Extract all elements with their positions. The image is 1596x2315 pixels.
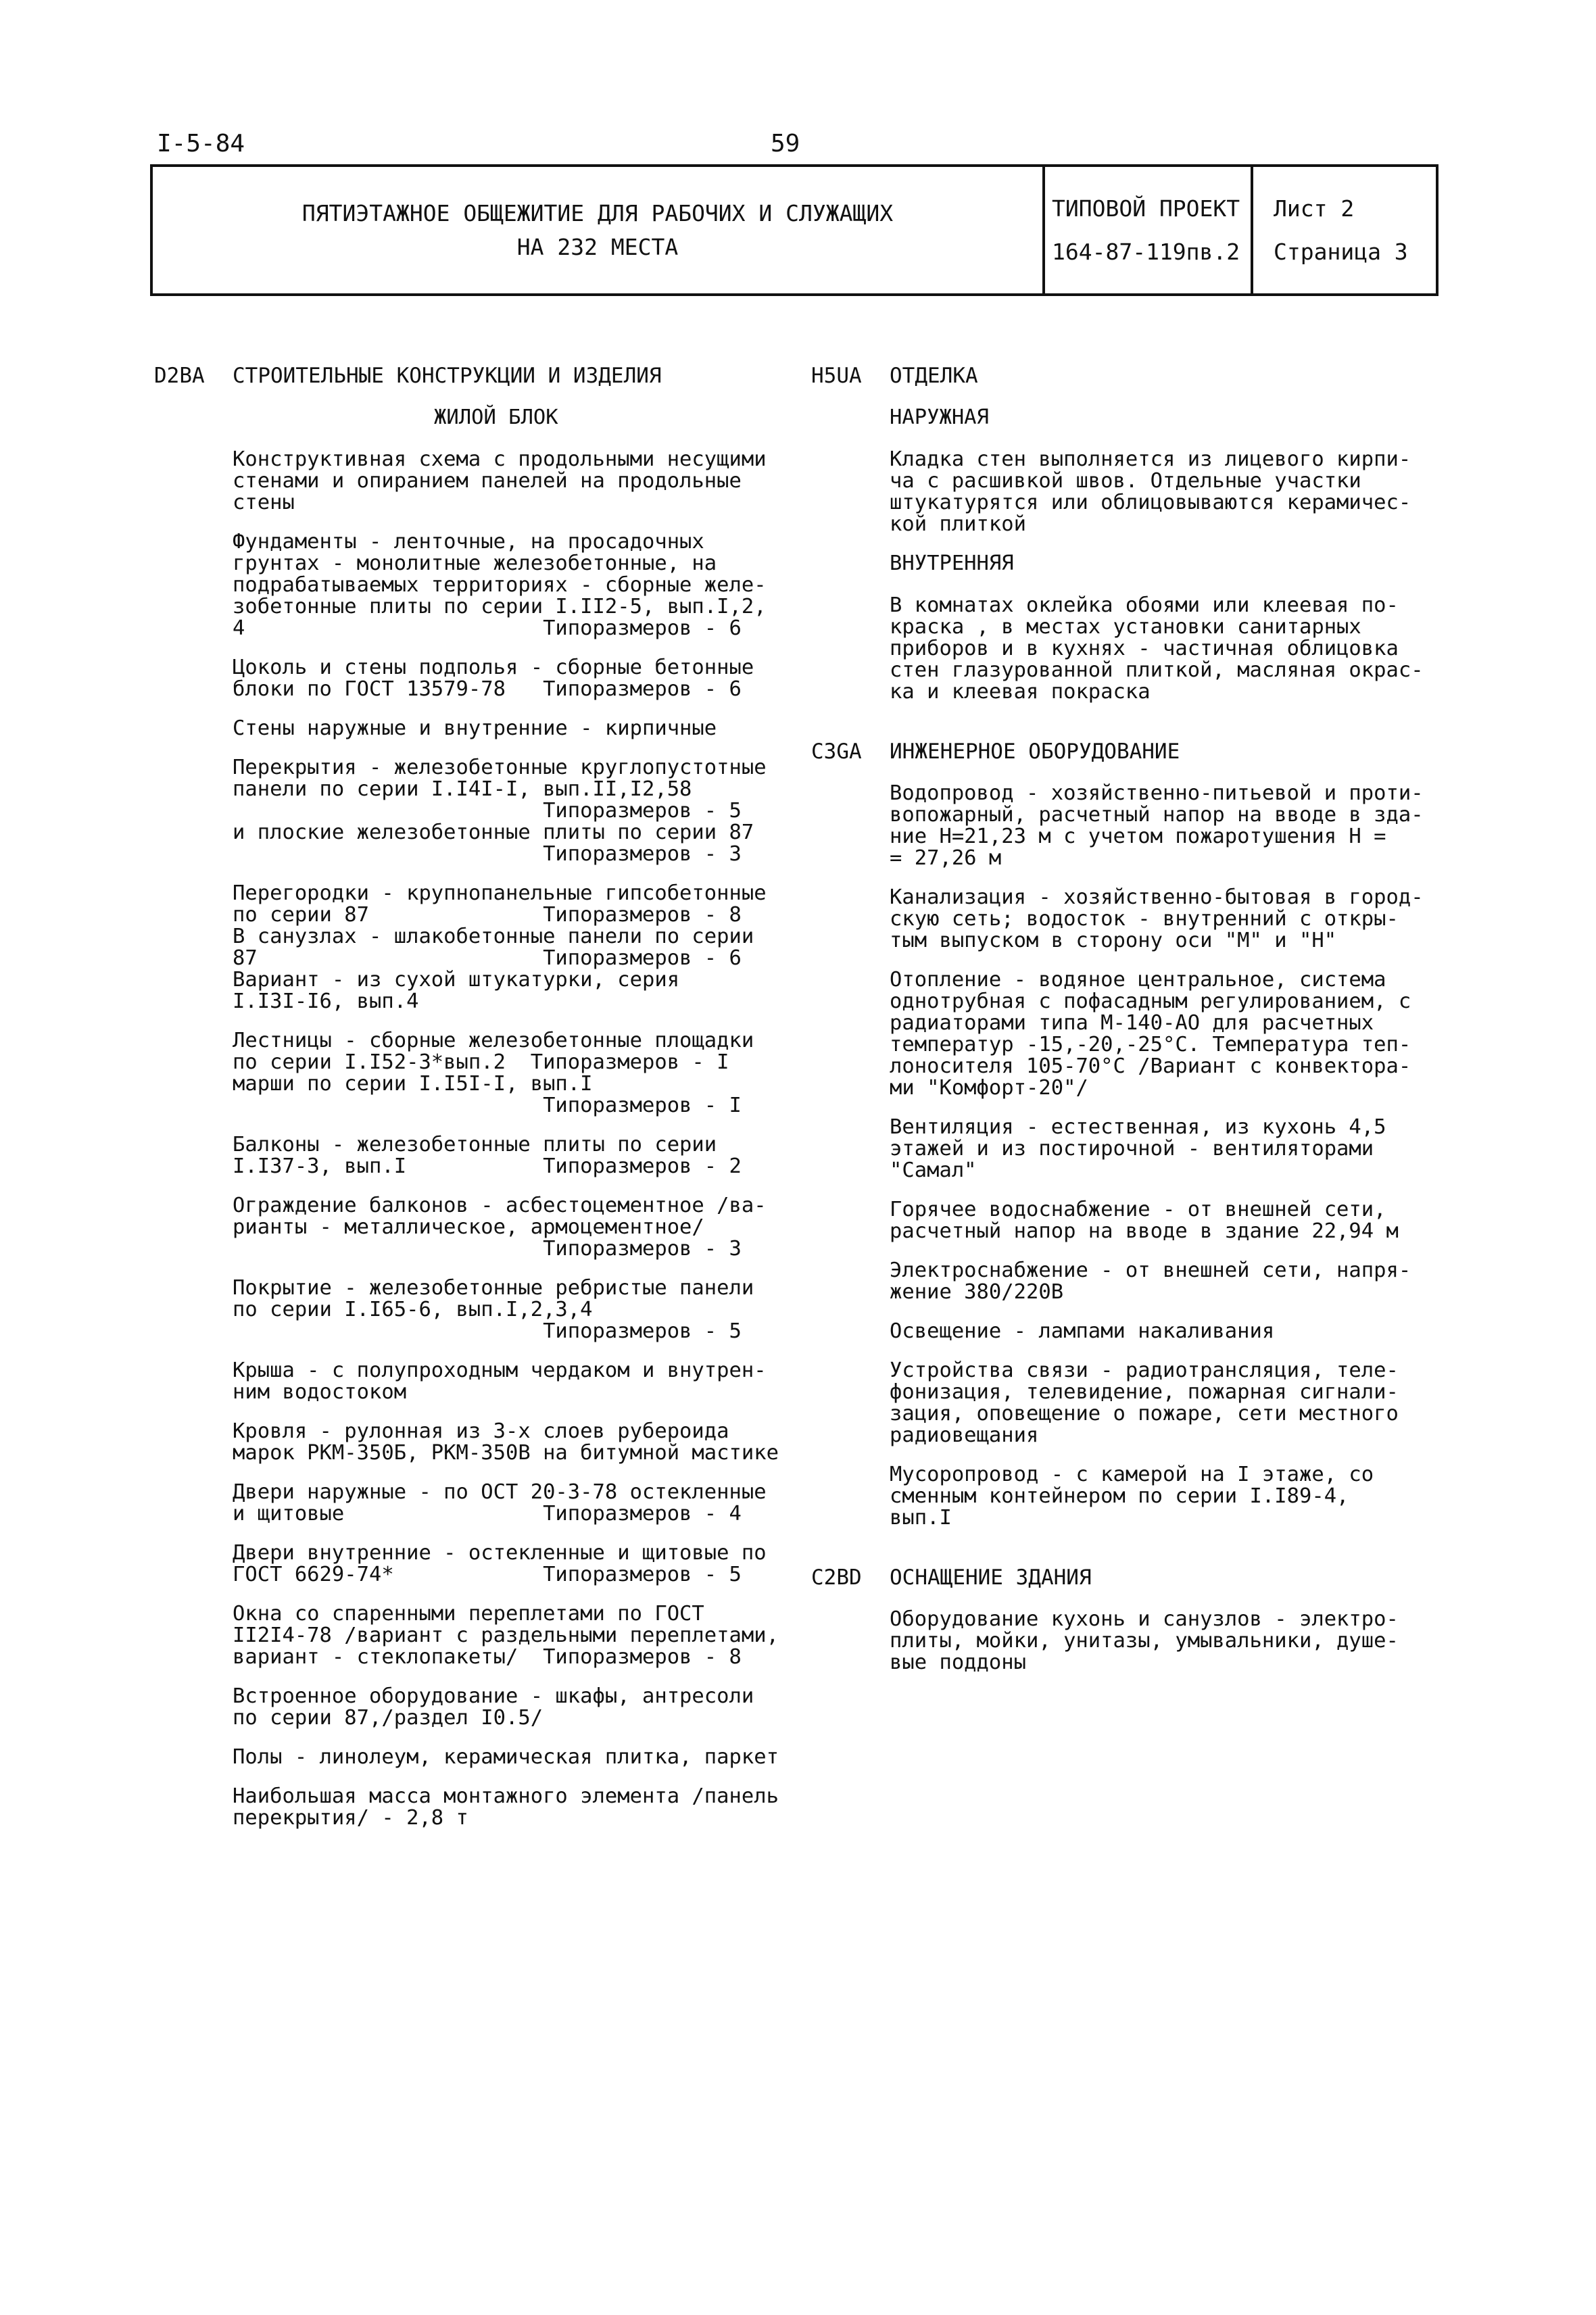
paragraph: Лестницы - сборные железобетонные площадки по серии I.I52-3*вып.2 Типоразмеров - I марши по серии I.I5I-I, вып.I Типоразмеров - I xyxy=(233,1029,754,1117)
project-cell xyxy=(1045,167,1253,293)
document-title-line2: НА 232 МЕСТА xyxy=(516,233,679,260)
section-code: D2BA xyxy=(154,364,205,388)
paragraph-list xyxy=(154,449,830,1829)
subsection-heading: ВНУТРЕННЯЯ xyxy=(890,552,1014,575)
page-number: 59 xyxy=(771,130,800,157)
paragraph: Мусоропровод - с камерой на I этаже, со сменным контейнером по серии I.I89-4, вып.I xyxy=(890,1463,1374,1530)
paragraph: Крыша - с полупроходным чердаком и внутрен- ним водостоком xyxy=(233,1359,767,1404)
paragraph: Цоколь и стены подполья - сборные бетонные блоки по ГОСТ 13579-78 Типоразмеров - 6 xyxy=(233,656,754,701)
section-title: ОСНАЩЕНИЕ ЗДАНИЯ xyxy=(890,1565,1092,1590)
paragraph: Оборудование кухонь и санузлов - электро- плиты, мойки, унитазы, умывальники, душе- вые поддоны xyxy=(890,1607,1399,1674)
paragraph: Кладка стен выполняется из лицевого кирпи- ча с расшивкой швов. Отдельные участки штукатурятся или облицовываются керамичес- кой плиткой xyxy=(890,447,1411,536)
paragraph: В комнатах оклейка обоями или клеевая по- краска , в местах установки санитарных приборов и в кухнях - частичная облицовка стен глазурованной плиткой, масляная окрас- ка и клеевая покраска xyxy=(890,593,1424,704)
paragraph: Канализация - хозяйственно-бытовая в город- скую сеть; водосток - внутренний с откры- тым выпуском в сторону оси "М" и "Н" xyxy=(890,885,1424,952)
paragraph-list xyxy=(811,783,1460,1529)
left-column xyxy=(154,365,830,1847)
page-label: Страница 3 xyxy=(1274,238,1408,265)
paragraph: Конструктивная схема с продольными несущими стенами и опиранием панелей на продольные стены xyxy=(233,447,767,514)
paragraph: Кровля - рулонная из 3-х слоев рубероида марок РКМ-350Б, РКМ-350В на битумной мастике xyxy=(233,1419,779,1465)
paragraph: Устройства связи - радиотрансляция, теле- фонизация, телевидение, пожарная сигнали- зация, оповещение о пожаре, сети местного радиовещания xyxy=(890,1359,1399,1447)
section-title: СТРОИТЕЛЬНЫЕ КОНСТРУКЦИИ И ИЗДЕЛИЯ xyxy=(233,364,662,388)
sheet-label: Лист 2 xyxy=(1274,195,1355,222)
paragraph: Полы - линолеум, керамическая плитка, паркет xyxy=(233,1745,779,1769)
section-code: C2BD xyxy=(811,1565,862,1590)
paragraph: Двери внутренние - остекленные и щитовые по ГОСТ 6629-74* Типоразмеров - 5 xyxy=(233,1541,767,1586)
subsection-heading: НАРУЖНАЯ xyxy=(890,406,989,429)
paragraph: Перегородки - крупнопанельные гипсобетонные по серии 87 Типоразмеров - 8 В санузлах - шлакобетонные панели по серии 87 Типоразмеров - 6 Вариант - из сухой штукатурки, серия I.I3I-I6, вып.4 xyxy=(233,881,767,1013)
title-cell xyxy=(153,167,1045,293)
paragraph: Перекрытия - железобетонные круглопустотные панели по серии I.I4I-I, вып.II,I2,58 Типоразмеров - 5 и плоские железобетонные плиты по серии 87 Типоразмеров - 3 xyxy=(233,756,767,866)
paragraph: Ограждение балконов - асбестоцементное /ва- рианты - металлическое, армоцементное/ Типоразмеров - 3 xyxy=(233,1194,767,1261)
paragraph: Балконы - железобетонные плиты по серии I.I37-3, вып.I Типоразмеров - 2 xyxy=(233,1133,742,1178)
section-heading xyxy=(811,741,1460,762)
sheet-cell xyxy=(1253,167,1436,293)
section-heading xyxy=(811,1567,1460,1588)
paragraph: Отопление - водяное центральное, система однотрубная с пофасадным регулированием, с радиаторами типа М-140-АО для расчетных температур -15,-20,-25°С. Температура теп- лоносителя 105-70°С /Вариант с конвектора- ми "Комфорт-20"/ xyxy=(890,968,1411,1100)
paragraph: Встроенное оборудование - шкафы, антресоли по серии 87,/раздел I0.5/ xyxy=(233,1684,754,1730)
document-title-line1: ПЯТИЭТАЖНОЕ ОБЩЕЖИТИЕ ДЛЯ РАБОЧИХ И СЛУЖАЩИХ xyxy=(301,199,894,226)
paragraph: Вентиляция - естественная, из кухонь 4,5 этажей и из постирочной - вентиляторами "Самал" xyxy=(890,1115,1386,1182)
paragraph: Окна со спаренными переплетами по ГОСТ II2I4-78 /вариант с раздельными переплетами, вариант - стеклопакеты/ Типоразмеров - 8 xyxy=(233,1602,779,1669)
title-block xyxy=(150,164,1438,296)
project-number: 164-87-119пв.2 xyxy=(1052,238,1240,265)
subsection-heading: ЖИЛОЙ БЛОК xyxy=(434,406,558,429)
section-title: ОТДЕЛКА xyxy=(890,364,978,388)
paragraph: Покрытие - железобетонные ребристые панели по серии I.I65-6, вып.I,2,3,4 Типоразмеров - 5 xyxy=(233,1276,754,1343)
right-column xyxy=(811,365,1460,1691)
section-heading xyxy=(154,365,830,387)
project-label: ТИПОВОЙ ПРОЕКТ xyxy=(1052,195,1240,222)
section-title: ИНЖЕНЕРНОЕ ОБОРУДОВАНИЕ xyxy=(890,739,1180,764)
paragraph: Наибольшая масса монтажного элемента /панель перекрытия/ - 2,8 т xyxy=(233,1784,779,1830)
section-code: H5UA xyxy=(811,364,862,388)
paragraph: Двери наружные - по ОСТ 20-3-78 остекленные и щитовые Типоразмеров - 4 xyxy=(233,1480,767,1526)
paragraph: Стены наружные и внутренние - кирпичные xyxy=(233,716,717,740)
paragraph: Электроснабжение - от внешней сети, напря- жение 380/220В xyxy=(890,1259,1411,1304)
section-heading xyxy=(811,365,1460,387)
paragraph: Водопровод - хозяйственно-питьевой и проти- вопожарный, расчетный напор на вводе в зда- ние Н=21,23 м с учетом пожаротушения Н = = 27,26 м xyxy=(890,781,1424,870)
paragraph: Горячее водоснабжение - от внешней сети, расчетный напор на вводе в здание 22,94 м xyxy=(890,1198,1399,1243)
paragraph: Освещение - лампами накаливания xyxy=(890,1319,1275,1343)
section-code: C3GA xyxy=(811,739,862,764)
paragraph: Фундаменты - ленточные, на просадочных грунтах - монолитные железобетонные, на подрабатываемых территориях - сборные желе- зобетонные плиты по серии I.II2-5, вып.I,2, 4 Типоразмеров - 6 xyxy=(233,530,767,640)
series-number: I-5-84 xyxy=(157,130,245,157)
